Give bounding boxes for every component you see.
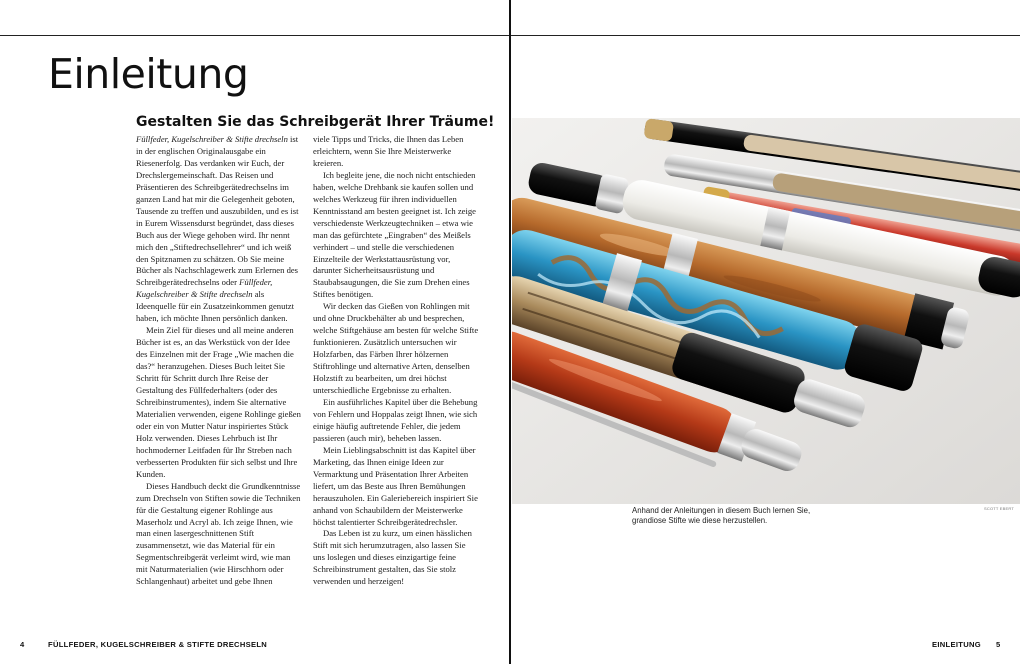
- running-head-right: EINLEITUNG: [932, 640, 981, 649]
- paragraph: Mein Lieblingsabschnitt ist das Kapitel über Marketing, das Ihnen einige Ideen zur Vermarktung und Präsentation Ihrer Arbeiten liefert, um das Beste aus Ihren Bemühungen herauszuholen. Ein Galeriebereich inspiriert Sie anhand von Schaubildern der Meisterwerke höchst talentierter Schreibgerätedrechsler.: [313, 444, 478, 527]
- paragraph: [136, 134, 302, 325]
- figure-caption: Anhand der Anleitungen in diesem Buch lernen Sie, grandiose Stifte wie diese herzustellen.: [632, 506, 811, 525]
- text-column-middle: [313, 134, 479, 588]
- book-title-italic: Füllfeder, Kugelschreiber & Stifte drechseln: [136, 134, 288, 144]
- paragraph: Mein Ziel für dieses und all meine anderen Bücher ist es, an das Werkstück von der Idee des Einzelnen mit der Frage „Wie machen die das?“ heranzugehen. Dieses Buch leitet Sie Schritt für Schritt durch Ihre Reise der Gestaltung des Füllfederhalters (oder des Schreibinstrumentes), indem Sie alternative Materialien verwenden, eigene Rohlinge gießen oder ein von Mutter Natur inspiriertes Stück Holz verwenden. Dieses Lehrbuch ist Ihr hochmoderner Leitfaden für Ihr Streben nach verbesserten Produkten für sich selbst und Ihre Kunden.: [136, 325, 301, 479]
- chapter-title: Einleitung: [48, 50, 249, 98]
- paragraph: viele Tipps und Tricks, die Ihnen das Leben erleichtern, wenn Sie Ihre Meisterwerke kreieren.: [313, 134, 464, 168]
- photo-credit: SCOTT EBERT: [984, 506, 1015, 511]
- paragraph: Das Leben ist zu kurz, um einen hässlichen Stift mit sich herumzutragen, also lassen Sie uns loslegen und dieses einzigartige feine Schreibinstrument gestalten, das Sie stolz verwenden und herzeigen!: [313, 528, 472, 587]
- pens-photo: [512, 118, 1020, 504]
- paragraph: Dieses Handbuch deckt die Grundkenntnisse zum Drechseln von Stiften sowie die Techniken für die Gestaltung eigener Rohlinge aus Maserholz und Acryl ab. Ich zeige Ihnen, wie man einen lasergeschnittenen Stift zusammensetzt, wie das Material für ein Segmentschreibgerät verleimt wird, wie man mit Naturmaterialien (wie Hirschhorn oder Schlangenhaut) arbeitet und gebe Ihnen: [136, 480, 301, 587]
- paragraph-text: ist in der englischen Originalausgabe ein Riesenerfolg. Das verdanken wir Euch, der Drechslergemeinschaft. Das Reisen und Präsentieren des Schreibgerätedrechselns im ganzen Land hat mir die Gelegenheit geboten, Tausende zu treffen und auszubilden, und es ist in Eurem Wissensdurst begründet, dass dieses Buch aus der Wiege gehoben wird. Ihr nennt mich den „Stiftedrechsellehrer“ und ich weiß den Spitznamen zu schätzen. Ob Sie meine Bücher als Nachschlagewerk zum Erlernen des Schreibgerätedrechselns oder: [136, 134, 299, 288]
- text-column-left: [136, 134, 302, 588]
- section-subtitle: Gestalten Sie das Schreibgerät Ihrer Träume!: [136, 114, 495, 130]
- paragraph-text: als Ideenquelle für ein Zusatzeinkommen genutzt haben, ich möchte Ihnen persönlich danken.: [136, 289, 294, 324]
- book-title-italic: Füllfeder, Kugelschreiber & Stifte drechseln: [136, 277, 273, 300]
- page-number-right: 5: [996, 640, 1001, 649]
- page-spine: [509, 0, 511, 664]
- pens-illustration: [512, 118, 1020, 504]
- page-number-left: 4: [20, 640, 25, 649]
- paragraph: Ein ausführliches Kapitel über die Behebung von Fehlern und Hoppalas zeigt Ihnen, wie sich einige häufig auftretende Fehler, die jedem passieren (auch mir), beheben lassen.: [313, 396, 478, 443]
- paragraph: Wir decken das Gießen von Rohlingen mit und ohne Druckbehälter ab und besprechen, welche Stiftgehäuse am besten für welche Stifte funktionieren. Zusätzlich untersuchen wir Holzfarben, das Färben Ihrer hölzernen Stiftrohlinge und alternative Arten, denselben Holzstift zu bearbeiten, um drei höchst unterschiedliche Ergebnisse zu erhalten.: [313, 301, 479, 396]
- paragraph: Ich begleite jene, die noch nicht entschieden haben, welche Drehbank sie kaufen sollen und welches Werkzeug für ihren individuellen Kenntnisstand am besten geeignet ist. Ich zeige verschiedenste Werkzeugtechniken – etwa wie man das gefürchtete „Eingraben“ des Meißels verhindert – und stelle die verschiedenen Einzelteile der Werkstattausrüstung vor, darunter Sicherheitsausrüstung und Staubabsaugungen, die Sie zum Drehen eines Stiftes benötigen.: [313, 169, 476, 300]
- running-head-left: FÜLLFEDER, KUGELSCHREIBER & STIFTE DRECHSELN: [48, 640, 268, 649]
